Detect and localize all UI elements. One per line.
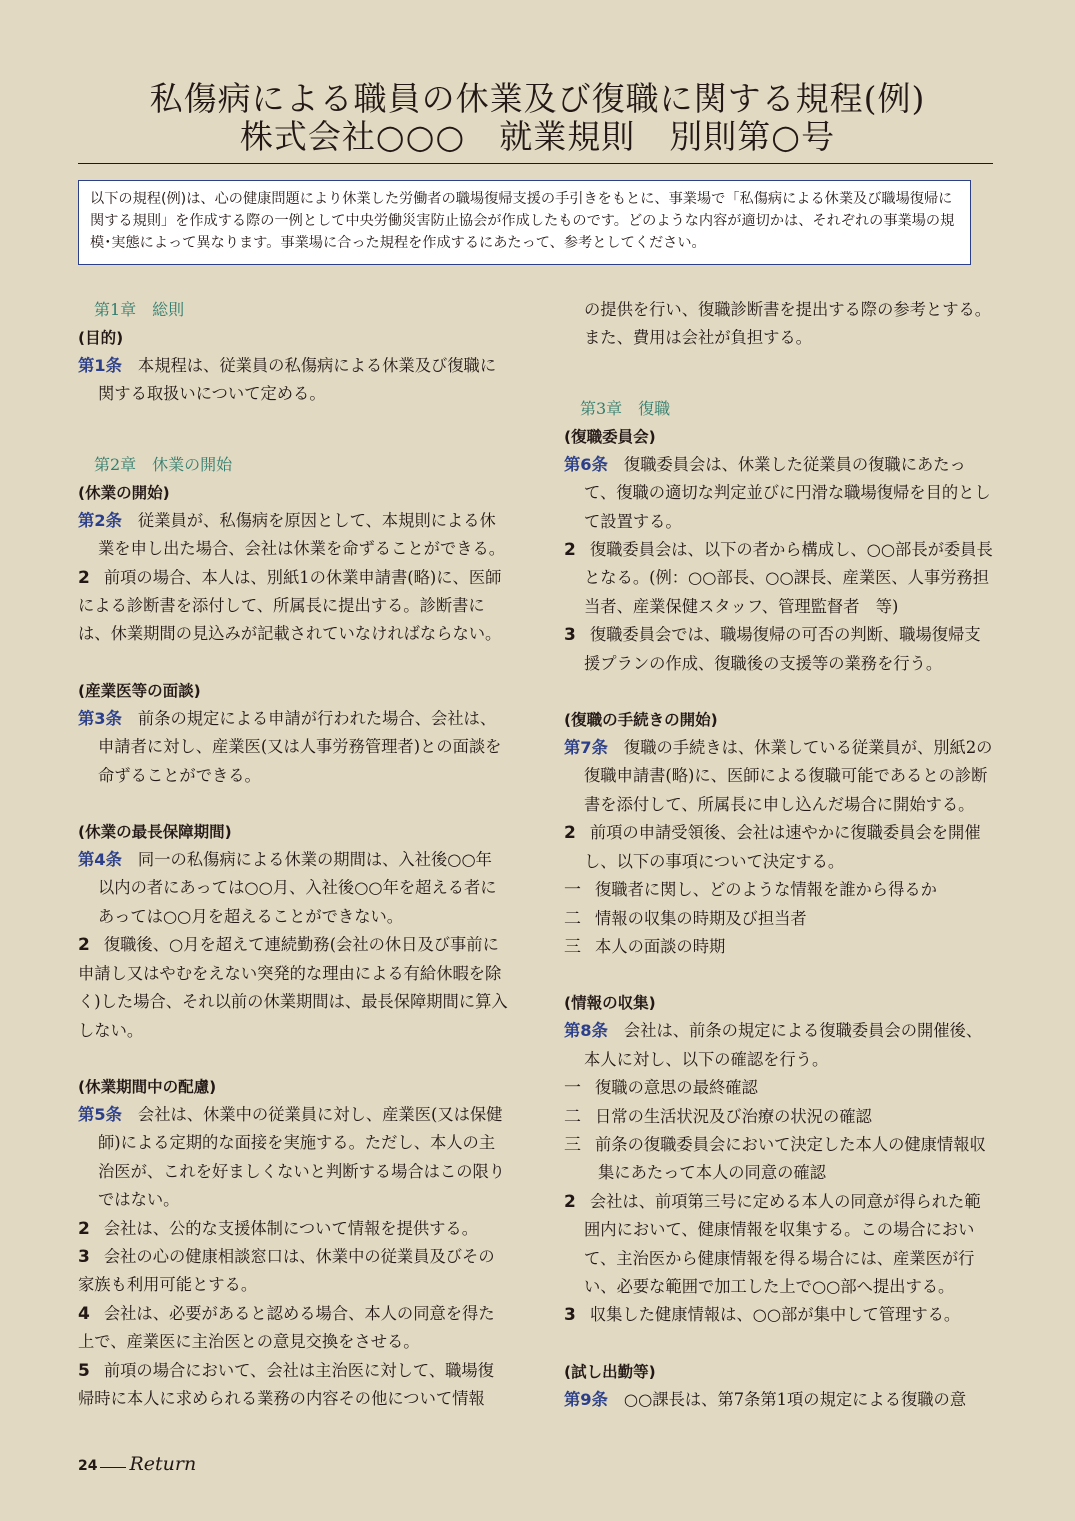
article-label: 第3条 <box>78 708 122 728</box>
item-text: 前条の復職委員会において決定した本人の健康情報収集にあたって本人の同意の確認 <box>595 1134 986 1183</box>
item-text: 復職者に関し、どのような情報を誰から得るか <box>595 880 937 900</box>
clause <box>564 1188 996 1302</box>
clause <box>78 1215 508 1243</box>
clause <box>78 564 508 649</box>
article-text: 前条の規定による申請が行われた場合、会社は、申請者に対し、産業医(又は人事労務管理者)との面談を命ずることができる。 <box>98 708 502 785</box>
article-text: 同一の私傷病による休業の期間は、入社後○○年以内の者にあっては○○月、入社後○○年を超える者にあっては○○月を超えることができない。 <box>98 850 497 926</box>
clause-text: 会社は、必要があると認める場合、本人の同意を得た上で、産業医に主治医との意見交換をさせる。 <box>78 1303 495 1352</box>
clause-text: 復職後、○月を超えて連続勤務(会社の休日及び事前に申請し又はやむをえない突発的な理由による有給休暇を除く)した場合、それ以前の休業期間は、最長保障期間に算入しない。 <box>78 935 508 1040</box>
clause-number: 2 <box>564 823 576 844</box>
item-text: 復職の意思の最終確認 <box>595 1078 758 1098</box>
clause-text: 会社は、公的な支援体制について情報を提供する。 <box>103 1218 478 1238</box>
article-text: 復職委員会は、休業した従業員の復職にあたって、復職の適切な判定並びに円滑な職場復帰を目的として設置する。 <box>584 454 991 531</box>
article-label: 第2条 <box>78 510 122 530</box>
page-subtitle: 株式会社○○○ 就業規則 別則第○号 <box>239 117 836 156</box>
section-heading: (復職委員会) <box>564 427 656 446</box>
clause <box>564 621 996 678</box>
clause-text: 復職委員会では、職場復帰の可否の判断、職場復帰支援プランの作成、復職後の支援等の業務を行う。 <box>584 625 981 673</box>
article-text: 従業員が、私傷病を原因として、本規則による休業を申し出た場合、会社は休業を命ずることができる。 <box>98 510 506 559</box>
right-column <box>564 296 996 1414</box>
item-text: 本人の面談の時期 <box>595 936 726 956</box>
article-text: 会社は、休業中の従業員に対し、産業医(又は保健師)による定期的な面接を実施する。ただし、本人の主治医が、これを好ましくないと判断する場合はこの限りではない。 <box>98 1104 506 1210</box>
item-number: 一 <box>564 1078 581 1099</box>
clause-number: 2 <box>78 567 90 588</box>
article-label: 第7条 <box>564 738 608 758</box>
article-2 <box>78 507 508 564</box>
chapter-heading: 第2章 休業の開始 <box>94 454 233 474</box>
list-item <box>564 1074 996 1102</box>
section-heading: (休業の開始) <box>78 483 170 502</box>
continued-text: の提供を行い、復職診断書を提出する際の参考とする。また、費用は会社が負担する。 <box>584 300 992 348</box>
item-number: 二 <box>564 908 581 929</box>
clause-number: 5 <box>78 1360 90 1381</box>
page-title: 私傷病による職員の休業及び復職に関する規程(例) <box>149 79 926 118</box>
article-text: 本規程は、従業員の私傷病による休業及び復職に関する取扱いについて定める。 <box>98 356 497 404</box>
section-heading: (情報の収集) <box>564 994 656 1013</box>
article-1 <box>78 352 508 409</box>
article-text: 会社は、前条の規定による復職委員会の開催後、本人に対し、以下の確認を行う。 <box>584 1021 983 1069</box>
article-3 <box>78 705 508 790</box>
section-heading: (産業医等の面談) <box>78 681 201 700</box>
section-heading: (目的) <box>78 329 124 347</box>
article-4 <box>78 846 508 931</box>
clause-text: 前項の場合において、会社は主治医に対して、職場復帰時に本人に求められる業務の内容その他について情報 <box>78 1360 494 1408</box>
section-heading: (試し出勤等) <box>564 1362 656 1381</box>
item-number: 三 <box>564 936 581 957</box>
clause <box>564 819 996 876</box>
clause-text: 前項の申請受領後、会社は速やかに復職委員会を開催し、以下の事項について決定する。 <box>584 823 981 871</box>
item-text: 情報の収集の時期及び担当者 <box>595 908 807 928</box>
clause-text: 収集した健康情報は、○○部が集中して管理する。 <box>589 1305 961 1325</box>
clause-text: 会社は、前項第三号に定める本人の同意が得られた範囲内において、健康情報を収集する。この場合において、主治医から健康情報を得る場合には、産業医が行い、必要な範囲で加工した上で○○部へ提出する。 <box>584 1191 981 1296</box>
clause-number: 2 <box>78 1218 90 1239</box>
clause-text: 復職委員会は、以下の者から構成し、○○部長が委員長となる。(例：○○部長、○○課長、産業医、人事労務担当者、産業保健スタッフ、管理監督者 等) <box>584 540 993 616</box>
list-item <box>564 1131 996 1188</box>
clause <box>78 1243 508 1300</box>
clause <box>564 1301 996 1329</box>
item-text: 日常の生活状況及び治療の状況の確認 <box>595 1106 872 1126</box>
clause-number: 2 <box>78 935 90 956</box>
magazine-name: Return <box>129 1453 197 1475</box>
clause-number: 3 <box>78 1246 90 1267</box>
section-heading: (休業期間中の配慮) <box>78 1077 217 1096</box>
list-item <box>564 876 996 904</box>
intro-box: 以下の規程(例)は、心の健康問題により休業した労働者の職場復帰支援の手引きをもとに、事業場で「私傷病による休業及び職場復帰に関する規則」を作成する際の一例として中央労働災害防止協会が作成したものです。どのような内容が適切かは、それぞれの事業場の規模･実態によって異なります。事業場に合った規程を作成するにあたって、参考としてください。 <box>78 180 971 265</box>
clause <box>78 1357 508 1414</box>
article-text: ○○課長は、第7条第1項の規定による復職の意 <box>623 1389 967 1409</box>
clause-number: 3 <box>564 1305 576 1326</box>
footer-rule <box>100 1467 126 1468</box>
clause <box>78 931 508 1045</box>
article-text: 復職の手続きは、休業している従業員が、別紙2の復職申請書(略)に、医師による復職可能であるとの診断書を添付して、所属長に申し込んだ場合に開始する。 <box>584 738 993 814</box>
article-9 <box>564 1386 996 1414</box>
article-5 <box>78 1101 508 1215</box>
clause-text: 前項の場合、本人は、別紙1の休業申請書(略)に、医師による診断書を添付して、所属長に提出する。診断書には、休業期間の見込みが記載されていなければならない。 <box>78 567 502 644</box>
chapter-heading: 第1章 総則 <box>94 300 185 319</box>
item-number: 二 <box>564 1106 581 1127</box>
clause <box>564 536 996 621</box>
clause <box>78 1300 508 1357</box>
page-number: 24 <box>78 1458 98 1474</box>
article-label: 第6条 <box>564 454 608 474</box>
item-number: 三 <box>564 1134 581 1155</box>
clause-number: 2 <box>564 1191 576 1212</box>
article-label: 第4条 <box>78 850 122 870</box>
article-7 <box>564 734 996 819</box>
clause-number: 4 <box>78 1303 90 1324</box>
article-label: 第8条 <box>564 1021 608 1041</box>
title-divider <box>78 163 993 164</box>
section-heading: (休業の最長保障期間) <box>78 823 232 842</box>
clause-number: 2 <box>564 540 576 561</box>
list-item <box>564 905 996 933</box>
page-footer <box>78 1453 196 1475</box>
left-column <box>78 296 508 1413</box>
article-label: 第1条 <box>78 356 122 375</box>
clause-text: 会社の心の健康相談窓口は、休業中の従業員及びその家族も利用可能とする。 <box>78 1246 495 1295</box>
article-label: 第5条 <box>78 1104 122 1124</box>
list-item <box>564 933 996 961</box>
article-label: 第9条 <box>564 1389 608 1409</box>
article-8 <box>564 1017 996 1074</box>
article-6 <box>564 451 996 536</box>
item-number: 一 <box>564 880 581 901</box>
chapter-heading: 第3章 復職 <box>580 398 671 418</box>
clause-number: 3 <box>564 625 576 646</box>
list-item <box>564 1103 996 1131</box>
section-heading: (復職の手続きの開始) <box>564 711 718 730</box>
